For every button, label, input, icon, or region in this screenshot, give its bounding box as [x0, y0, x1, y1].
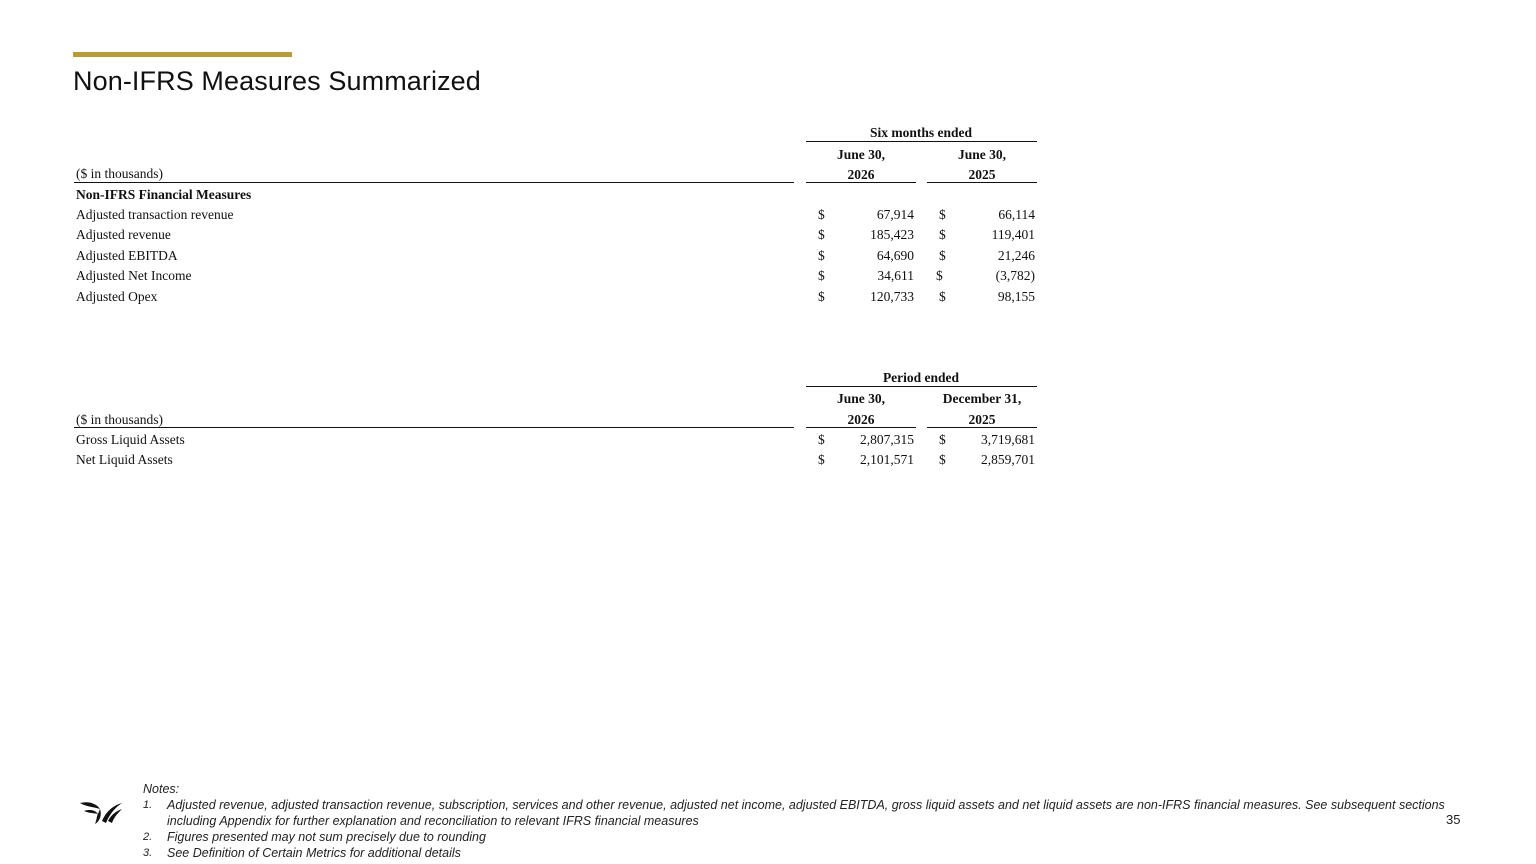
wing-logo-icon — [78, 797, 124, 825]
notes-heading: Notes: — [143, 782, 180, 796]
row-label: Adjusted Opex — [76, 289, 158, 304]
table2-label-rule — [74, 427, 794, 428]
currency-symbol: $ — [818, 452, 825, 467]
table2-group-rule — [806, 386, 1037, 387]
footnote-item — [143, 829, 1473, 845]
table1-col1-header-line1: June 30, — [836, 147, 885, 162]
table1-unit-label: ($ in thousands) — [76, 166, 163, 181]
footnotes — [143, 781, 1473, 861]
currency-symbol: $ — [939, 452, 946, 467]
currency-symbol: $ — [818, 432, 825, 447]
table1-col2-header-line2: 2025 — [968, 167, 996, 182]
value-2025: 2,859,701 — [981, 452, 1035, 467]
value-2026: 34,611 — [877, 268, 914, 283]
table1-section-label: Non-IFRS Financial Measures — [76, 187, 252, 202]
table1-label-rule — [74, 182, 794, 183]
value-2025: 3,719,681 — [981, 432, 1035, 447]
footnote-item — [143, 845, 1473, 861]
currency-symbol: $ — [939, 227, 946, 242]
value-2025: 98,155 — [997, 289, 1035, 304]
table1-group-rule — [806, 141, 1037, 142]
table2-col1-rule — [806, 427, 916, 428]
page-number: 35 — [1446, 812, 1461, 827]
currency-symbol: $ — [818, 289, 825, 304]
footnote-number: 3. — [143, 847, 153, 859]
currency-symbol: $ — [939, 248, 946, 263]
footnote-text: Adjusted revenue, adjusted transaction revenue, subscription, services and other revenue, adjusted net income, adjusted EBITDA, gross liquid assets and net liquid assets are non-IFRS financial measures. See subsequent sections including Appendix for further explanation and reconciliation to relevant IFRS financial measures — [167, 798, 1445, 828]
table1-col1-header-line2: 2026 — [847, 167, 875, 182]
table2-unit-label: ($ in thousands) — [76, 412, 163, 427]
currency-symbol: $ — [818, 268, 825, 283]
table1-col2-rule — [927, 182, 1037, 183]
currency-symbol: $ — [936, 268, 943, 283]
row-label: Gross Liquid Assets — [76, 432, 185, 447]
table2-col2-header-line2: 2025 — [968, 412, 996, 427]
footnote-number: 2. — [143, 831, 153, 843]
value-2026: 120,733 — [870, 289, 914, 304]
currency-symbol: $ — [818, 248, 825, 263]
table1-col2-header-line1: June 30, — [957, 147, 1006, 162]
page-title: Non-IFRS Measures Summarized — [73, 66, 481, 96]
currency-symbol: $ — [939, 432, 946, 447]
footnote-text: Figures presented may not sum precisely due to rounding — [167, 830, 486, 844]
value-2025: 21,246 — [997, 248, 1035, 263]
row-label: Adjusted EBITDA — [76, 248, 178, 263]
value-2026: 67,914 — [876, 207, 914, 222]
row-label: Net Liquid Assets — [76, 452, 173, 467]
footnote-text: See Definition of Certain Metrics for additional details — [167, 846, 461, 860]
value-2025: 66,114 — [998, 207, 1035, 222]
table2-col1-header-line1: June 30, — [836, 391, 885, 406]
table2-col2-rule — [927, 427, 1037, 428]
footnote-item — [143, 797, 1473, 829]
row-label: Adjusted transaction revenue — [76, 207, 234, 222]
value-2026: 64,690 — [876, 248, 914, 263]
value-2026: 185,423 — [870, 227, 914, 242]
value-2025: (3,782) — [995, 268, 1035, 283]
table2-col2-header-line1: December 31, — [942, 391, 1022, 406]
footnote-number: 1. — [143, 799, 153, 811]
row-label: Adjusted revenue — [76, 227, 171, 242]
title-accent-bar — [73, 52, 292, 57]
table2-col1-header-line2: 2026 — [847, 412, 875, 427]
table1-col1-rule — [806, 182, 916, 183]
table2-group-header: Period ended — [882, 370, 960, 385]
currency-symbol: $ — [939, 207, 946, 222]
currency-symbol: $ — [818, 207, 825, 222]
currency-symbol: $ — [818, 227, 825, 242]
value-2026: 2,101,571 — [860, 452, 914, 467]
value-2026: 2,807,315 — [860, 432, 914, 447]
table1-group-header: Six months ended — [869, 125, 973, 140]
row-label: Adjusted Net Income — [76, 268, 192, 283]
value-2025: 119,401 — [991, 227, 1035, 242]
currency-symbol: $ — [939, 289, 946, 304]
